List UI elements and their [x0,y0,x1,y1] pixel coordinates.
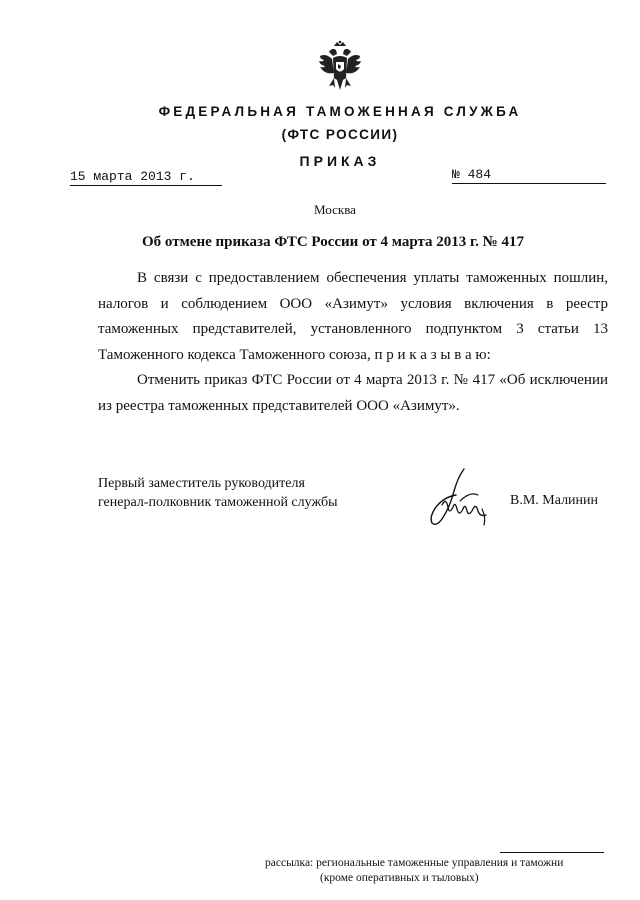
document-number: № 484 [452,167,606,184]
distribution-line: рассылка: региональные таможенные управления и таможни [265,857,564,869]
order-body [98,266,608,419]
signer-role [98,474,337,512]
signer-role-line: генерал-полковник таможенной службы [98,495,338,510]
distribution-note [265,856,625,886]
coat-of-arms-icon [316,40,364,96]
city: Москва [314,202,356,217]
agency-name: ФЕДЕРАЛЬНАЯ ТАМОЖЕННАЯ СЛУЖБА [158,104,522,119]
order-title: Об отмене приказа ФТС России от 4 марта 2013 г. № 417 [142,234,524,250]
agency-short-name: (ФТС РОССИИ) [281,127,399,142]
body-paragraph: В связи с предоставлением обеспечения уплаты таможенных пошлин, налогов и соблюдением ООО «Азимут» условия включения в реестр таможенных представителей, установленного подпунктом 3 статьи 13 Таможенного кодекса Таможенного союза, п р и к а з ы в а ю: [98,270,608,363]
distribution-line: (кроме оперативных и тыловых) [320,872,479,884]
signer-role-line: Первый заместитель руководителя [98,476,305,491]
document-type: ПРИКАЗ [299,153,381,169]
footer-divider [500,852,604,853]
body-paragraph: Отменить приказ ФТС России от 4 марта 2013 г. № 417 «Об исключении из реестра таможенных представителей ООО «Азимут». [98,372,608,414]
signer-name: В.М. Малинин [510,493,599,508]
handwritten-signature [420,465,500,540]
document-date: 15 марта 2013 г. [70,169,222,186]
